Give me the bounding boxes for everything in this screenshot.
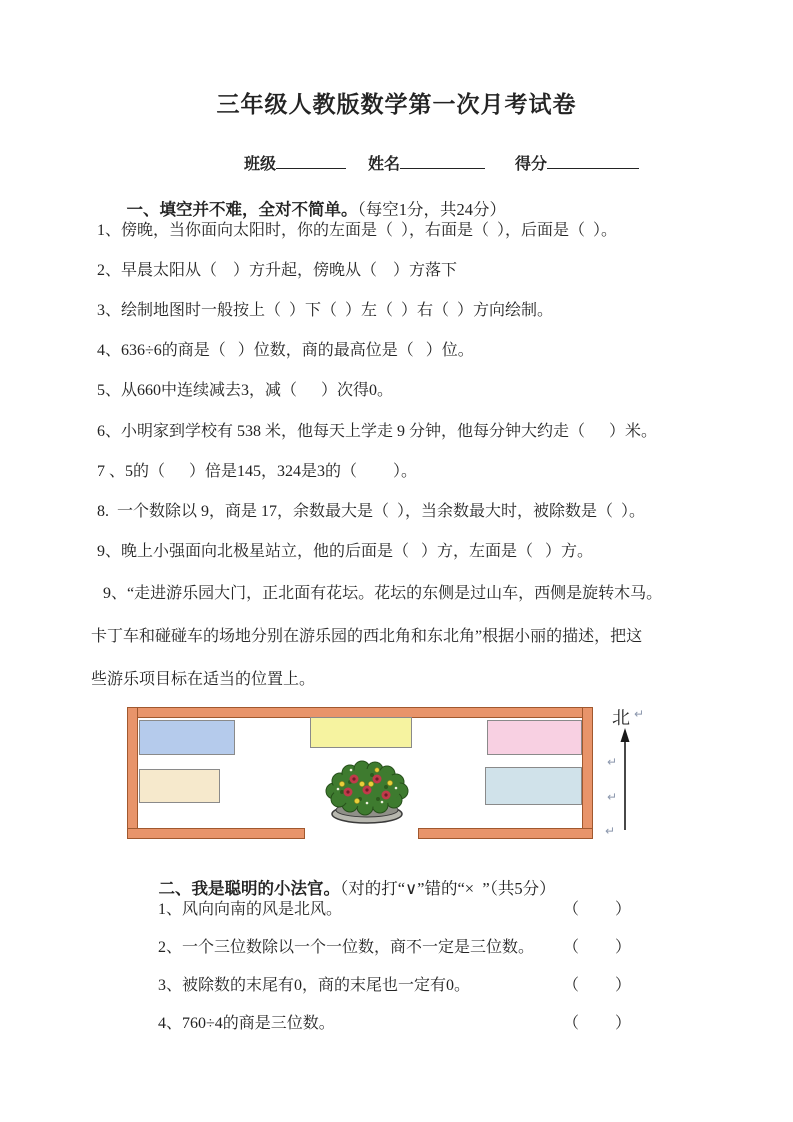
question-2: 2、早晨太阳从（ ）方升起，傍晚从（ ）方落下 <box>97 262 458 279</box>
plot-west-cream[interactable] <box>139 769 220 803</box>
paragraph-mark-icon: ↵ <box>605 824 616 838</box>
question-9b-line-2: 卡丁车和碰碰车的场地分别在游乐园的西北角和东北角”根据小丽的描述，把这 <box>91 628 643 645</box>
question-8: 8. 一个数除以 9，商是 17，余数最大是（ ），当余数最大时，被除数是（ ）。 <box>97 503 646 520</box>
section1-heading-note: （每空1分，共24分） <box>357 200 506 219</box>
north-arrow-icon <box>610 726 640 834</box>
park-map-diagram <box>127 707 593 839</box>
judge-row <box>0 972 793 994</box>
paragraph-mark-icon: ↵ <box>634 707 645 721</box>
judge-statement-2: 2、一个三位数除以一个一位数，商不一定是三位数。 <box>158 939 535 956</box>
score-label: 得分 <box>515 156 548 173</box>
judge-row <box>0 934 793 956</box>
question-5: 5、从660中连续减去3，减（ ）次得0。 <box>97 382 394 399</box>
page-title: 三年级人教版数学第一次月考试卷 <box>216 92 577 117</box>
park-wall-left <box>127 707 138 839</box>
judge-row <box>0 1010 793 1032</box>
question-1: 1、傍晚，当你面向太阳时，你的左面是（ ），右面是（ ），后面是（ ）。 <box>97 222 618 239</box>
question-9b-line-1: 9、“走进游乐园大门，正北面有花坛。花坛的东侧是过山车，西侧是旋转木马。 <box>103 585 663 602</box>
judge-statement-3: 3、被除数的末尾有0，商的末尾也一定有0。 <box>158 977 471 994</box>
question-6: 6、小明家到学校有 538 米，他每天上学走 9 分钟，他每分钟大约走（ ）米。 <box>97 423 658 440</box>
park-wall-bottom-right <box>418 828 593 839</box>
question-3: 3、绘制地图时一般按上（ ）下（ ）左（ ）右（ ）方向绘制。 <box>97 302 554 319</box>
class-label: 班级 <box>244 156 277 173</box>
section2-heading-bold: 二、我是聪明的小法官。 <box>158 879 340 898</box>
question-9: 9、晚上小强面向北极星站立，他的后面是（ ）方，左面是（ ）方。 <box>97 543 594 560</box>
section2-heading-note: （对的打“∨”错的“× ”（共5分） <box>340 879 556 898</box>
judge-answer-blank-4[interactable]: （ ） <box>563 1015 636 1032</box>
question-4: 4、636÷6的商是（ ）位数，商的最高位是（ ）位。 <box>97 342 474 359</box>
flowerbed-icon <box>320 757 414 827</box>
plot-north-center-yellow[interactable] <box>310 717 412 748</box>
judge-answer-blank-2[interactable]: （ ） <box>563 939 636 956</box>
paragraph-mark-icon: ↵ <box>607 755 618 769</box>
score-input-line[interactable] <box>547 153 639 169</box>
judge-statement-1: 1、风向向南的风是北风。 <box>158 901 343 918</box>
plot-northwest-blue[interactable] <box>139 720 235 755</box>
judge-answer-blank-1[interactable]: （ ） <box>563 901 636 918</box>
paragraph-mark-icon: ↵ <box>607 790 618 804</box>
class-input-line[interactable] <box>276 153 346 169</box>
park-wall-right <box>582 707 593 839</box>
judge-statement-4: 4、760÷4的商是三位数。 <box>158 1015 335 1032</box>
section1-heading-bold: 一、填空并不难，全对不简单。 <box>126 200 358 219</box>
plot-east-lightblue[interactable] <box>485 767 582 805</box>
park-wall-bottom-left <box>127 828 305 839</box>
question-7: 7 、5的（ ）倍是145，324是3的（ ）。 <box>97 463 418 480</box>
north-label: 北 <box>612 708 630 728</box>
judge-answer-blank-3[interactable]: （ ） <box>563 977 636 994</box>
name-label: 姓名 <box>368 156 401 173</box>
plot-northeast-pink[interactable] <box>487 720 582 755</box>
name-input-line[interactable] <box>400 153 485 169</box>
question-9b-line-3: 些游乐项目标在适当的位置上。 <box>91 671 316 688</box>
judge-row <box>0 896 793 918</box>
